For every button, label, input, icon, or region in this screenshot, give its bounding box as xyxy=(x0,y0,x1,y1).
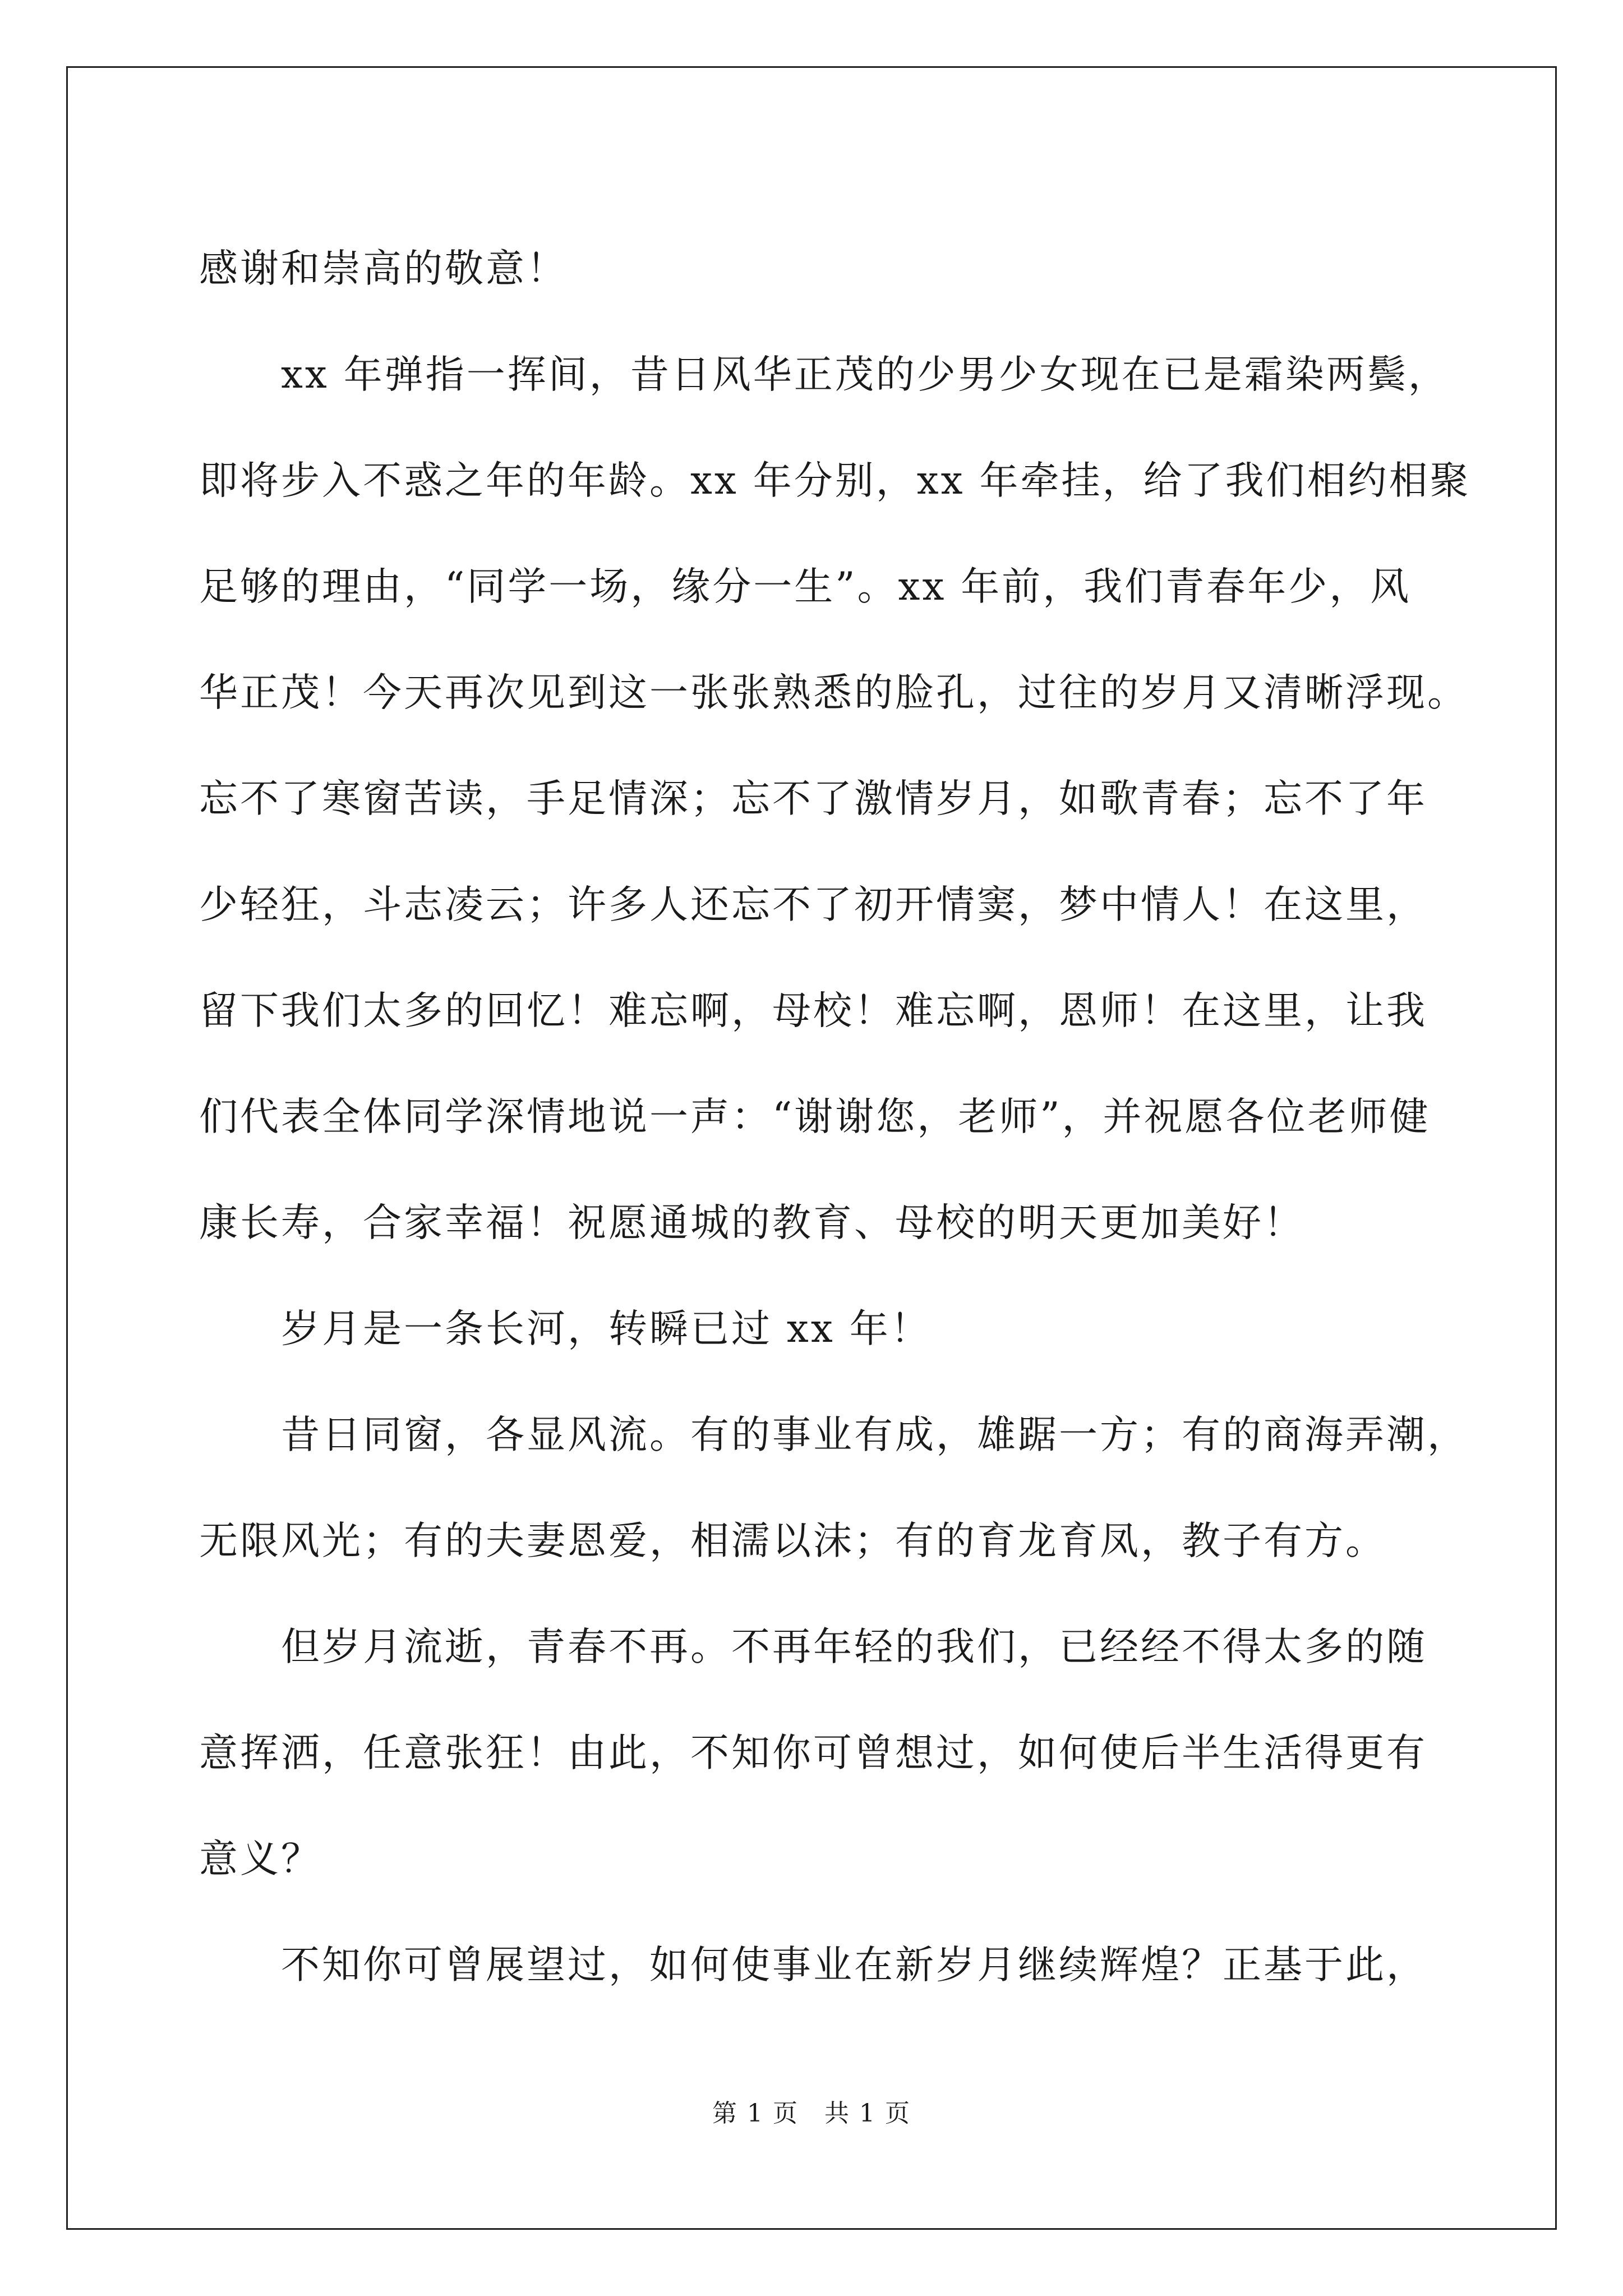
text-line: 但岁月流逝，青春不再。不再年轻的我们，已经经不得太多的随 xyxy=(199,1625,1427,1669)
text-line: 无限风光；有的夫妻恩爱，相濡以沫；有的育龙育凤，教子有方。 xyxy=(199,1519,1386,1563)
text-line: 少轻狂，斗志凌云；许多人还忘不了初开情窦，梦中情人！在这里， xyxy=(199,882,1427,927)
text-line: 留下我们太多的回忆！难忘啊，母校！难忘啊，恩师！在这里，让我 xyxy=(199,988,1427,1033)
text-line: 岁月是一条长河，转瞬已过 xx 年！ xyxy=(199,1306,932,1351)
text-line: 们代表全体同学深情地说一声：“谢谢您，老师”，并祝愿各位老师健 xyxy=(199,1094,1431,1139)
text-line: 意义？ xyxy=(199,1837,322,1881)
text-line: 即将步入不惑之年的年龄。xx 年分别，xx 年牵挂，给了我们相约相聚 xyxy=(199,458,1471,503)
document-body xyxy=(199,216,1471,2018)
text-line: 忘不了寒窗苦读，手足情深；忘不了激情岁月，如歌青春；忘不了年 xyxy=(199,776,1427,821)
text-line: xx 年弹指一挥间，昔日风华正茂的少男少女现在已是霜染两鬓， xyxy=(199,352,1449,397)
text-line: 足够的理由，“同学一场，缘分一生”。xx 年前，我们青春年少，风 xyxy=(199,564,1412,609)
page-footer: 第 1 页 共 1 页 xyxy=(712,2099,911,2128)
text-line: 华正茂！今天再次见到这一张张熟悉的脸孔，过往的岁月又清晰浮现。 xyxy=(199,670,1468,715)
text-line: 感谢和崇高的敬意！ xyxy=(199,246,568,291)
text-line: 不知你可曾展望过，如何使事业在新岁月继续辉煌？正基于此， xyxy=(199,1943,1427,1987)
text-line: 昔日同窗，各显风流。有的事业有成，雄踞一方；有的商海弄潮， xyxy=(199,1412,1468,1457)
text-line: 康长寿，合家幸福！祝愿通城的教育、母校的明天更加美好！ xyxy=(199,1200,1304,1245)
text-line: 意挥洒，任意张狂！由此，不知你可曾想过，如何使后半生活得更有 xyxy=(199,1731,1427,1775)
